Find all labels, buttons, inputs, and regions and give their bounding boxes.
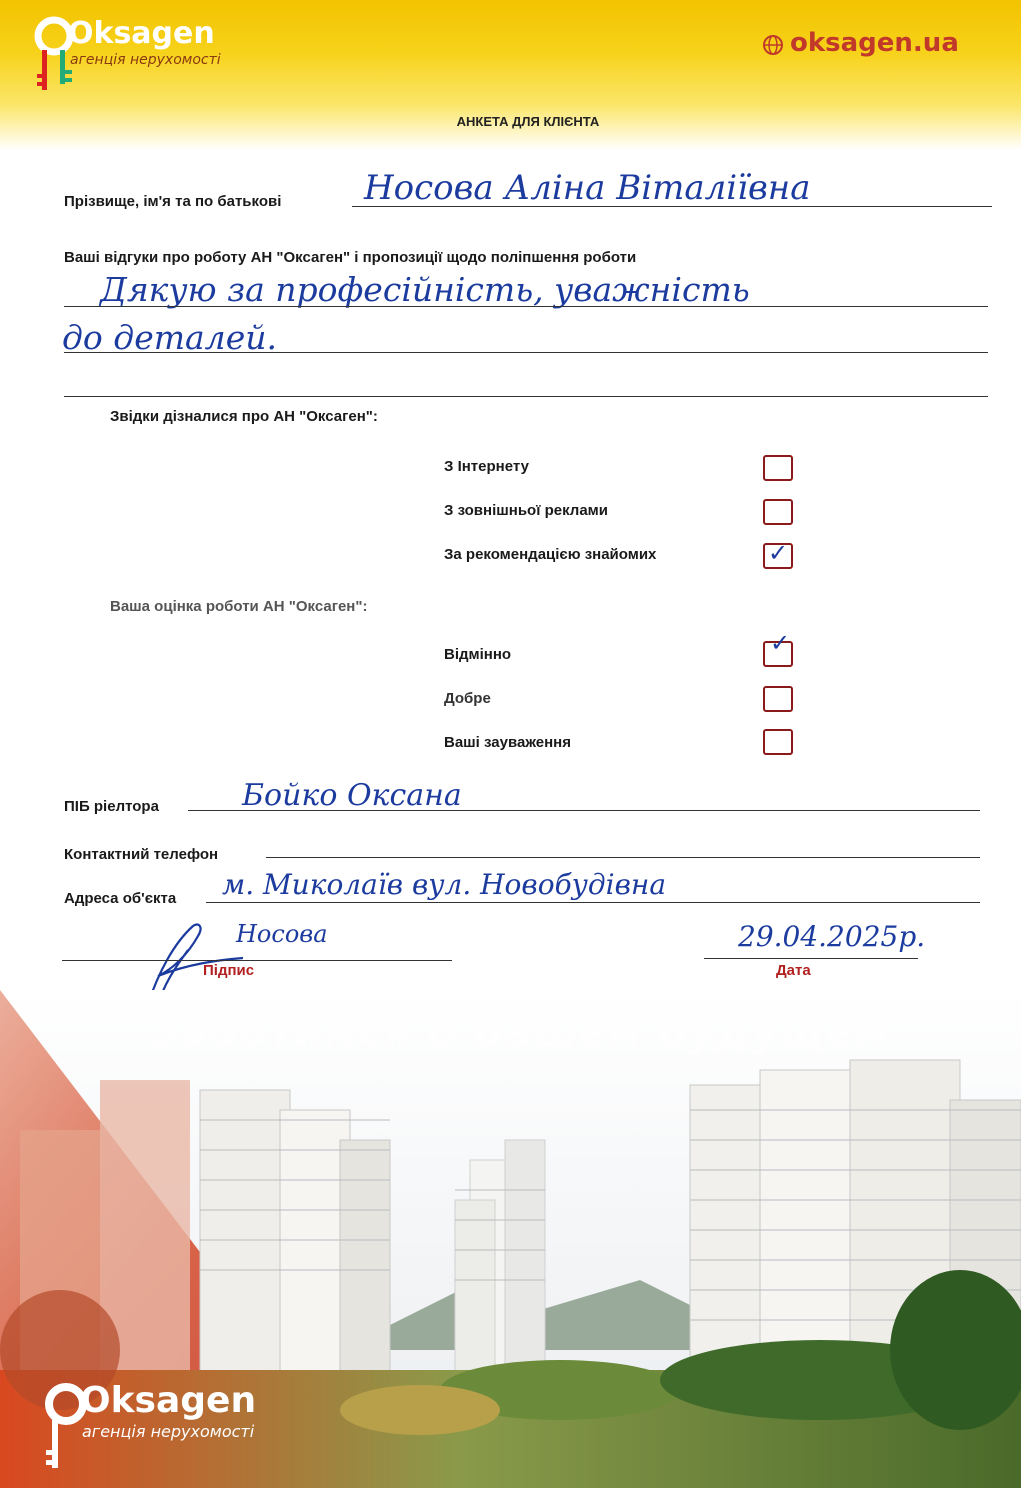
rating-option-remarks-label: Ваші зауваження xyxy=(444,734,571,751)
rating-option-good-label: Добре xyxy=(444,690,491,707)
slogan: Заботимся о Вашем будущем xyxy=(150,1010,890,1056)
check-mark-icon: ✓ xyxy=(768,539,789,567)
name-value[interactable]: Носова Аліна Віталіївна xyxy=(364,168,811,208)
realtor-label: ПІБ ріелтора xyxy=(64,798,159,815)
footer-logo xyxy=(40,1380,300,1480)
rating-option-excellent-label: Відмінно xyxy=(444,646,512,663)
phone-line xyxy=(266,857,980,858)
globe-icon xyxy=(762,34,784,56)
source-label: Звідки дізналися про АН "Оксаген": xyxy=(110,408,378,425)
rating-option-excellent-checkbox[interactable] xyxy=(763,629,793,667)
rating-option-remarks-checkbox[interactable] xyxy=(763,729,793,755)
date-line xyxy=(704,958,918,959)
source-option-ads-checkbox[interactable] xyxy=(763,499,793,525)
website-text: oksagen.ua xyxy=(790,28,959,58)
source-option-ads-label: З зовнішньої реклами xyxy=(444,502,608,519)
signature-label: Підпис xyxy=(203,962,255,979)
rating-option-good-checkbox[interactable] xyxy=(763,686,793,712)
signature-value[interactable]: Носова xyxy=(236,920,328,948)
address-label: Адреса об'єкта xyxy=(64,890,177,907)
name-label: Прізвище, ім'я та по батькові xyxy=(64,193,282,210)
phone-label: Контактний телефон xyxy=(64,846,219,863)
signature-line xyxy=(62,960,452,961)
header-logo xyxy=(32,14,252,94)
feedback-line-1[interactable]: Дякую за професійність, уважність xyxy=(100,270,750,309)
source-option-recommendation-label: За рекомендацією знайомих xyxy=(444,546,657,563)
footer-logo-subtitle: агенція нерухомості xyxy=(82,1422,255,1441)
logo-text: Oksagen xyxy=(68,16,215,51)
feedback-label: Ваші відгуки про роботу АН "Оксаген" і пропозиції щодо поліпшення роботи xyxy=(64,249,637,266)
logo-subtitle: агенція нерухомості xyxy=(70,52,221,68)
form-title: АНКЕТА ДЛЯ КЛІЄНТА xyxy=(456,114,600,129)
feedback-line-rule-1 xyxy=(64,306,988,307)
footer-logo-text: Oksagen xyxy=(80,1380,257,1421)
feedback-line-rule-3 xyxy=(64,396,988,397)
source-option-recommendation-checkbox[interactable] xyxy=(763,539,793,569)
realtor-value[interactable]: Бойко Оксана xyxy=(242,778,462,813)
feedback-line-2[interactable]: до деталей. xyxy=(62,318,277,357)
feedback-line-rule-2 xyxy=(64,352,988,353)
website[interactable] xyxy=(762,28,959,58)
address-line xyxy=(206,902,980,903)
date-value[interactable]: 29.04.2025р. xyxy=(738,920,926,953)
check-mark-icon: ✓ xyxy=(770,629,791,657)
rating-label: Ваша оцінка роботи АН "Оксаген": xyxy=(110,598,368,615)
source-option-internet-label: З Інтернету xyxy=(444,458,529,475)
date-label: Дата xyxy=(776,962,811,979)
address-value[interactable]: м. Миколаїв вул. Новобудівна xyxy=(222,868,667,901)
source-option-internet-checkbox[interactable] xyxy=(763,455,793,481)
